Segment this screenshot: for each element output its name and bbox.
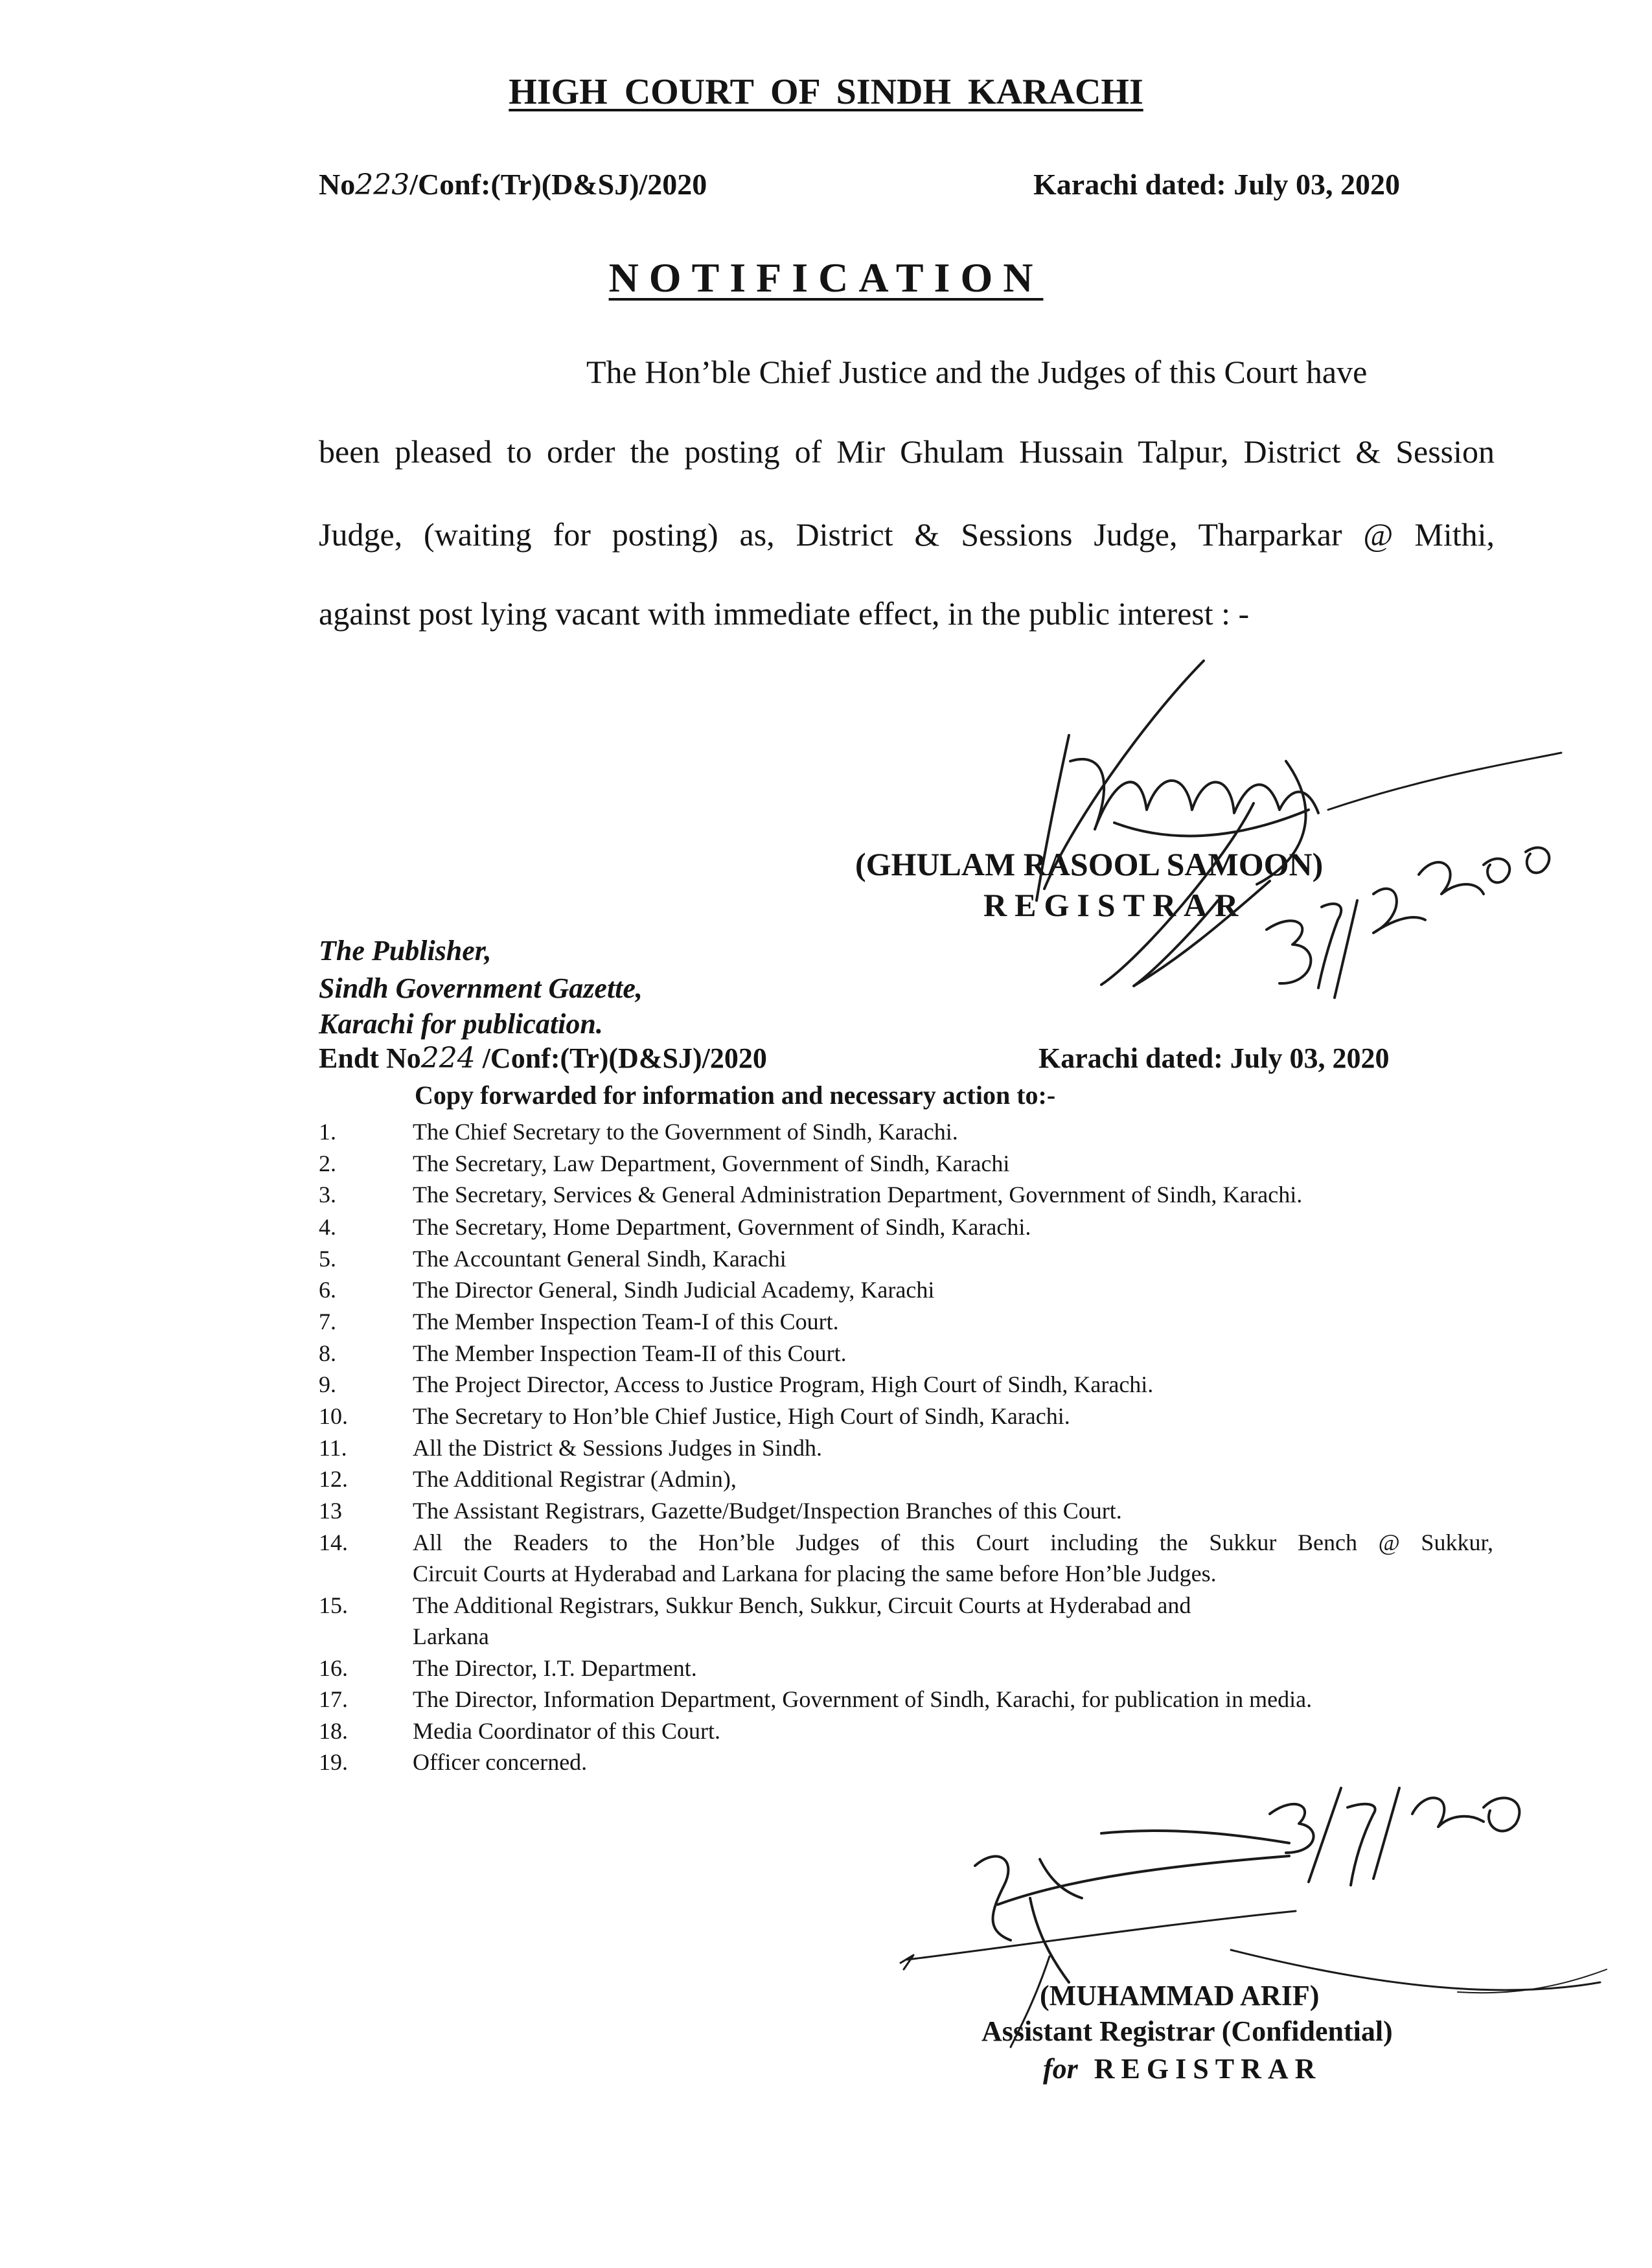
distribution-item-text: The Member Inspection Team-II of this Court. [413,1340,847,1366]
distribution-item-number: 11. [319,1435,347,1461]
distribution-item-number: 18. [319,1718,348,1744]
distribution-item-text: The Additional Registrar (Admin), [413,1466,737,1492]
distribution-item-text: Officer concerned. [413,1749,588,1775]
endorsement-prefix: Endt No [319,1042,421,1074]
distribution-item-text: The Director, I.T. Department. [413,1655,697,1681]
handwritten-endorsement-number: 224 [420,1042,476,1075]
reference-suffix: /Conf:(Tr)(D&SJ)/2020 [409,168,707,201]
distribution-item-text: The Secretary, Law Department, Government of Sindh, Karachi [413,1151,1010,1176]
distribution-item-text: All the Readers to the Hon’ble Judges of this Court including the Sukkur Bench @ Sukkur, [413,1529,1493,1555]
issue-date: Karachi dated: July 03, 2020 [1033,168,1401,201]
distribution-item-number: 2. [319,1151,336,1176]
distribution-item-continuation: Circuit Courts at Hyderabad and Larkana for placing the same before Hon’ble Judges. [413,1561,1217,1586]
distribution-item-number: 8. [319,1340,336,1366]
endorsement-suffix: /Conf:(Tr)(D&SJ)/2020 [475,1042,767,1074]
distribution-item-text: The Additional Registrars, Sukkur Bench, Sukkur, Circuit Courts at Hyderabad and [413,1592,1191,1618]
distribution-item-number: 1. [319,1119,336,1145]
assistant-registrar-name: (MUHAMMAD ARIF) [1040,1980,1320,2011]
distribution-item-text: The Secretary, Home Department, Government of Sindh, Karachi. [413,1214,1031,1240]
distribution-item-text: The Secretary to Hon’ble Chief Justice, High Court of Sindh, Karachi. [413,1403,1070,1429]
distribution-item-number: 17. [319,1686,348,1712]
distribution-item-number: 6. [319,1277,336,1303]
notification-line-2: been pleased to order the posting of Mir Ghulam Hussain Talpur, District & Session [319,433,1495,470]
distribution-item-number: 14. [319,1529,348,1555]
for-registrar-value: REGISTRAR [1094,2053,1322,2085]
distribution-item-text: The Assistant Registrars, Gazette/Budget/Inspection Branches of this Court. [413,1498,1122,1524]
notification-line-1: The Hon’ble Chief Justice and the Judges of this Court have [586,354,1368,390]
reference-prefix: No [319,168,356,201]
distribution-item-text: The Accountant General Sindh, Karachi [413,1246,786,1272]
for-label: for [1043,2053,1078,2085]
document-title: HIGH COURT OF SINDH KARACHI [509,72,1143,112]
registrar-designation: REGISTRAR [983,887,1246,923]
notification-heading: NOTIFICATION [608,255,1044,301]
publisher-line-2: Sindh Government Gazette, [319,972,643,1004]
distribution-item-number: 7. [319,1309,336,1334]
copy-forwarded-heading: Copy forwarded for information and necessary action to:- [415,1081,1056,1110]
distribution-item-text: Media Coordinator of this Court. [413,1718,720,1744]
notification-line-4: against post lying vacant with immediate effect, in the public interest : - [319,595,1250,632]
assistant-registrar-designation: Assistant Registrar (Confidential) [981,2015,1393,2047]
distribution-item-number: 12. [319,1466,348,1492]
distribution-item-number: 16. [319,1655,348,1681]
assistant-registrar-signature [901,1831,1607,2047]
distribution-item-number: 5. [319,1246,336,1272]
handwritten-reference-number: 223 [355,168,410,201]
distribution-item-text: The Secretary, Services & General Administration Department, Government of Sindh, Karachi. [413,1182,1303,1208]
distribution-item-text: The Member Inspection Team-I of this Court. [413,1309,839,1334]
distribution-item-text: The Director General, Sindh Judicial Academy, Karachi [413,1277,935,1303]
distribution-item-number: 13 [319,1498,342,1524]
distribution-item-number: 10. [319,1403,348,1429]
registrar-name: (GHULAM RASOOL SAMOON) [855,846,1324,882]
distribution-item-text: The Project Director, Access to Justice Program, High Court of Sindh, Karachi. [413,1371,1154,1397]
distribution-item-continuation: Larkana [413,1623,489,1649]
assistant-registrar-handwritten-date [1270,1788,1519,1885]
publisher-line-1: The Publisher, [319,935,492,967]
publisher-line-3: Karachi for publication. [319,1008,603,1040]
distribution-item-number: 15. [319,1592,348,1618]
distribution-item-number: 4. [319,1214,336,1240]
distribution-item-number: 19. [319,1749,348,1775]
distribution-item-text: The Chief Secretary to the Government of Sindh, Karachi. [413,1119,958,1145]
distribution-item-text: All the District & Sessions Judges in Sindh. [413,1435,823,1461]
distribution-item-number: 3. [319,1182,336,1208]
registrar-handwritten-date [1267,847,1549,998]
distribution-item-text: The Director, Information Department, Government of Sindh, Karachi, for publication in media. [413,1686,1313,1712]
endorsement-date: Karachi dated: July 03, 2020 [1038,1042,1390,1074]
notification-line-3: Judge, (waiting for posting) as, District & Sessions Judge, Tharparkar @ Mithi, [319,516,1495,553]
distribution-item-number: 9. [319,1371,336,1397]
